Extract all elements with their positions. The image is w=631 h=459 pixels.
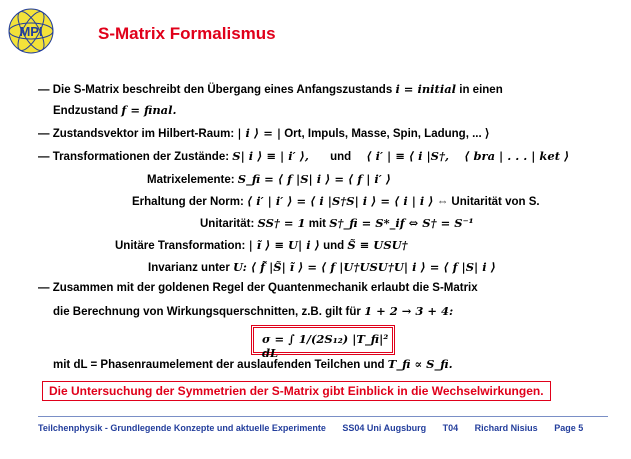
line11-text: die Berechnung von Wirkungsquerschnitten, z.B. gilt für bbox=[53, 306, 361, 318]
line-matrix-elements bbox=[147, 172, 391, 186]
footer-author: Richard Nisius bbox=[474, 423, 538, 433]
line9-text: Invarianz unter bbox=[148, 262, 230, 274]
line5-text: Matrixelemente: bbox=[147, 174, 235, 186]
line-state-vector bbox=[38, 126, 489, 140]
line3-suffix: Ort, Impuls, Masse, Spin, Ladung, ... ⟩ bbox=[284, 128, 490, 140]
line-scattering-description bbox=[38, 82, 503, 96]
line4-math3: ⟨ bra | . . . | ket ⟩ bbox=[464, 149, 570, 163]
cross-section-formula-box bbox=[253, 327, 393, 360]
line-invariance bbox=[148, 260, 496, 274]
line8-und: und bbox=[323, 240, 345, 252]
line8-math2: S̃ ≡ USU† bbox=[347, 238, 408, 252]
footer-term: SS04 Uni Augsburg bbox=[342, 423, 427, 433]
line4-text: — Transformationen der Zustände: bbox=[38, 151, 230, 163]
line11-math: 1 + 2 → 3 + 4: bbox=[364, 304, 454, 318]
line7-text: Unitarität: bbox=[200, 218, 255, 230]
line-norm-conservation bbox=[132, 194, 540, 208]
highlight-note: Die Untersuchung der Symmetrien der S-Matrix gibt Einblick in die Wechselwirkungen. bbox=[42, 381, 551, 401]
line9-math: U: ⟨ f̃ |S̃| ĩ ⟩ = ⟨ f |U†USU†U| i ⟩ = ⟨ f |S| i ⟩ bbox=[233, 260, 496, 274]
footer-divider bbox=[38, 416, 608, 417]
line12-math: T_fi ∝ S_fi. bbox=[387, 357, 453, 371]
line-unitary-transformation bbox=[115, 238, 408, 252]
line6-suffix: ⇔ Unitarität von S. bbox=[436, 196, 540, 208]
line1-suffix: in einen bbox=[459, 84, 503, 96]
line8-text: Unitäre Transformation: bbox=[115, 240, 246, 252]
line-final-state bbox=[53, 103, 177, 117]
footer bbox=[38, 423, 583, 433]
line-cross-section bbox=[53, 304, 453, 318]
line4-math1: S| i ⟩ ≡ | i′ ⟩, bbox=[232, 149, 309, 163]
line2-text: Endzustand bbox=[53, 105, 119, 117]
line8-math1: | ĩ ⟩ ≡ U| i ⟩ bbox=[248, 238, 320, 252]
line2-math: f = final. bbox=[121, 103, 177, 117]
line7-math1: SS† = 1 bbox=[257, 216, 306, 230]
mpi-logo bbox=[6, 6, 56, 56]
line6-math: ⟨ i′ | i′ ⟩ = ⟨ i |S†S| i ⟩ = ⟨ i | i ⟩ bbox=[247, 194, 434, 208]
footer-course: Teilchenphysik - Grundlegende Konzepte und aktuelle Experimente bbox=[38, 423, 326, 433]
line7-mit: mit bbox=[308, 218, 326, 230]
line5-math: S_fi = ⟨ f |S| i ⟩ = ⟨ f | i′ ⟩ bbox=[237, 172, 392, 186]
line-phase-space bbox=[53, 357, 453, 371]
line6-text: Erhaltung der Norm: bbox=[132, 196, 244, 208]
line-transformations bbox=[38, 149, 569, 163]
cross-section-formula: σ = ∫ 1/(2S₁₂) |T_fi|² dL bbox=[262, 332, 389, 360]
line-golden-rule: — Zusammen mit der goldenen Regel der Quantenmechanik erlaubt die S-Matrix bbox=[38, 282, 478, 294]
line-unitarity bbox=[200, 216, 474, 230]
line3-math: | i ⟩ = | bbox=[237, 126, 282, 140]
line4-und: und bbox=[330, 151, 352, 163]
line1-math: i = initial bbox=[395, 82, 457, 96]
line7-math2: S†_fi = S*_if ⇔ S† = S⁻¹ bbox=[329, 216, 474, 230]
line3-text: — Zustandsvektor im Hilbert-Raum: bbox=[38, 128, 235, 140]
page-title: S-Matrix Formalismus bbox=[98, 24, 276, 43]
line12-text: mit dL = Phasenraumelement der auslaufenden Teilchen und bbox=[53, 359, 385, 371]
logo-text: MPI bbox=[19, 24, 43, 39]
line4-math2: ⟨ i′ | ≡ ⟨ i |S†, bbox=[366, 149, 450, 163]
footer-page: Page 5 bbox=[554, 423, 584, 433]
footer-code: T04 bbox=[442, 423, 459, 433]
line1-text: — Die S-Matrix beschreibt den Übergang eines Anfangszustands bbox=[38, 84, 393, 96]
